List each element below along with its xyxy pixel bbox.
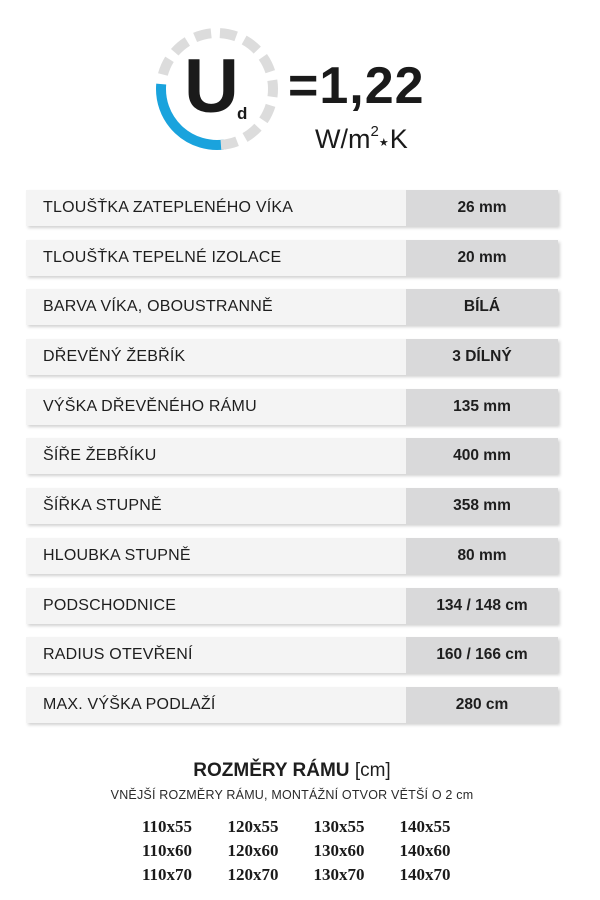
frame-size: 140x60 [399,841,451,860]
spec-table [26,190,558,737]
frame-size: 120x60 [227,841,279,860]
spec-value: 135 mm [406,389,558,425]
ring-segment [245,127,258,137]
frame-size: 110x60 [141,841,193,860]
frame-sizes-subtitle: VNĚJŠÍ ROZMĚRY RÁMU, MONTÁŽNÍ OTVOR VĚTŠÍ O 2 cm [110,788,474,802]
spec-value: 20 mm [406,240,558,276]
ring-segment [263,105,270,120]
u-value-number: =1,22 [288,57,425,115]
spec-label: BARVA VÍKA, OBOUSTRANNĚ [43,298,273,316]
spec-row [26,240,558,276]
spec-row [26,538,558,574]
u-value-badge [150,22,450,157]
spec-row [26,289,558,325]
ring-segment [220,33,236,36]
frame-size: 110x55 [141,817,193,836]
frame-size: 110x70 [141,865,193,884]
spec-row [26,438,558,474]
spec-value: 3 DÍLNÝ [406,339,558,375]
spec-label: DŘEVĚNÝ ŽEBŘÍK [43,348,186,366]
spec-row [26,687,558,723]
spec-row [26,389,558,425]
spec-value: 134 / 148 cm [406,588,558,624]
ring-segment [195,33,211,37]
spec-label: PODSCHODNICE [43,596,177,614]
u-subscript: d [237,104,248,123]
ring-segment [263,57,270,72]
spec-row [26,588,558,624]
ring-segment [221,141,237,145]
frame-size: 140x55 [399,817,451,836]
spec-label: TLOUŠŤKA ZATEPLENÉHO VÍKA [43,199,294,216]
spec-value: 80 mm [406,538,558,574]
spec-value: 280 cm [406,687,558,723]
spec-value: 400 mm [406,438,558,474]
frame-sizes-title: ROZMĚRY RÁMU [cm] [193,760,391,781]
ring-segment [272,80,273,97]
frame-size: 120x55 [227,817,279,836]
spec-row [26,637,558,673]
spec-label: TLOUŠŤKA TEPELNÉ IZOLACE [43,248,282,266]
frame-size: 130x70 [313,865,365,884]
spec-label: RADIUS OTEVŘENÍ [43,646,193,664]
frame-size: 130x60 [313,841,365,860]
spec-value: 160 / 166 cm [406,637,558,673]
spec-label: VÝŠKA DŘEVĚNÉHO RÁMU [43,397,257,415]
u-symbol: U [184,44,239,129]
u-value-unit: $W/m^2★K$ [315,123,408,154]
ring-segment [163,59,170,74]
frame-size: 130x55 [313,817,365,836]
spec-value: 358 mm [406,488,558,524]
spec-value: 26 mm [406,190,558,226]
spec-label: MAX. VÝŠKA PODLAŽÍ [43,695,216,713]
spec-row [26,339,558,375]
spec-label: ŠÍŘE ŽEBŘÍKU [43,447,157,465]
ring-segment [244,40,257,50]
spec-row [26,190,558,226]
spec-label: HLOUBKA STUPNĚ [43,546,191,564]
frame-sizes-grid [124,815,468,887]
spec-row [26,488,558,524]
spec-value: BÍLÁ [406,289,558,325]
spec-label: ŠÍŘKA STUPNĚ [43,497,162,515]
frame-size: 140x70 [399,865,451,884]
frame-size: 120x70 [227,865,279,884]
